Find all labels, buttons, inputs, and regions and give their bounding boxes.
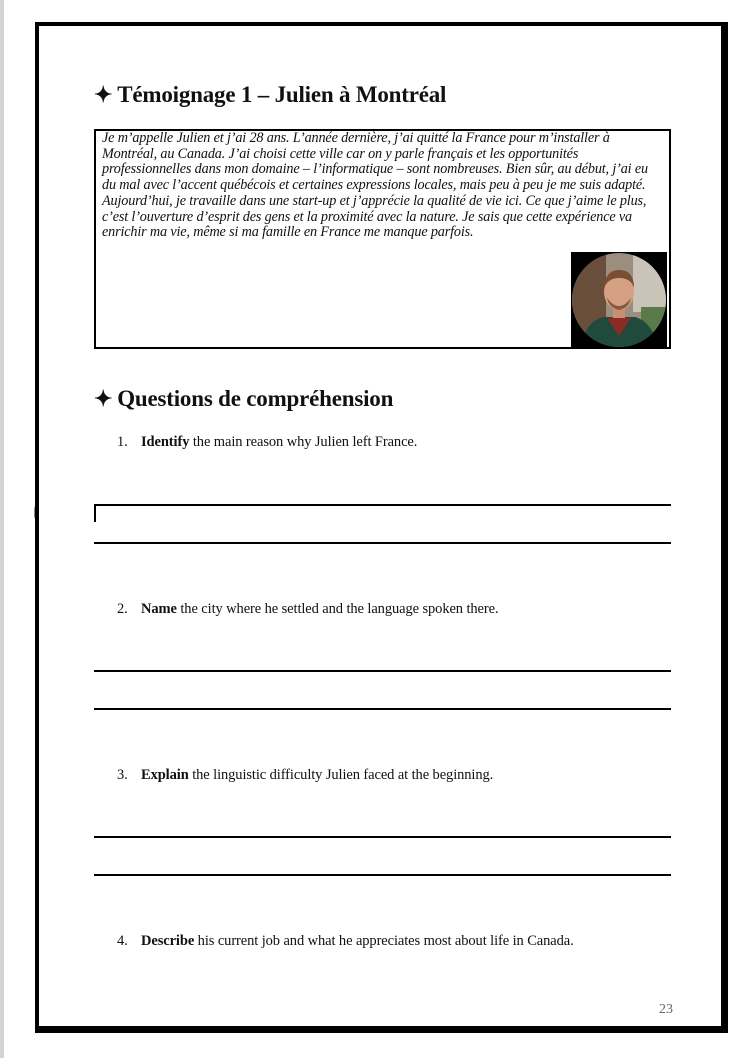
star-icon: ✦ — [94, 386, 113, 411]
answer-line[interactable] — [94, 874, 671, 876]
section-heading-testimony — [94, 82, 446, 108]
testimony-box — [94, 129, 671, 349]
answer-line[interactable] — [94, 542, 671, 544]
question-2: 2. Name the city where he settled and the language spoken there. — [117, 601, 499, 617]
answer-line[interactable] — [94, 670, 671, 672]
answer-line[interactable] — [94, 504, 671, 506]
page-number: 23 — [659, 1002, 673, 1017]
star-icon: ✦ — [94, 82, 113, 107]
question-3: 3. Explain the linguistic difficulty Julien faced at the beginning. — [117, 767, 494, 783]
section-title: Témoignage 1 – Julien à Montréal — [117, 82, 447, 107]
portrait-photo — [571, 252, 667, 347]
section-title: Questions de compréhension — [117, 386, 394, 411]
testimony-text: Je m’appelle Julien et j’ai 28 ans. L’année dernière, j’ai quitté la France pour m’installer à Montréal, au Canada. J’ai choisi cette ville car on y parle français et les opportunités professionnelles dans mon domaine – l’informatique – sont nombreuses. Bien sûr, au début, j’ai eu du mal avec l’accent québécois et certaines expressions locales, mais peu à peu je me suis adapté. Aujourd’hui, je travaille dans une start-up et j’apprécie la qualité de vie ici. Ce que j’aime le plus, c’est l’ouverture d’esprit des gens et la proximité avec la nature. Je sais que cette expérience va enrichir ma vie, même si ma famille en France me manque parfois. — [102, 130, 648, 241]
worksheet-page — [35, 22, 728, 1033]
question-4: 4. Describe his current job and what he appreciates most about life in Canada. — [117, 933, 574, 949]
section-heading-questions — [94, 386, 393, 412]
answer-line[interactable] — [94, 708, 671, 710]
answer-line[interactable] — [94, 836, 671, 838]
question-1: 1. Identify the main reason why Julien left France. — [117, 434, 418, 450]
viewer-left-gutter — [0, 0, 4, 1058]
text-cursor — [94, 506, 96, 522]
